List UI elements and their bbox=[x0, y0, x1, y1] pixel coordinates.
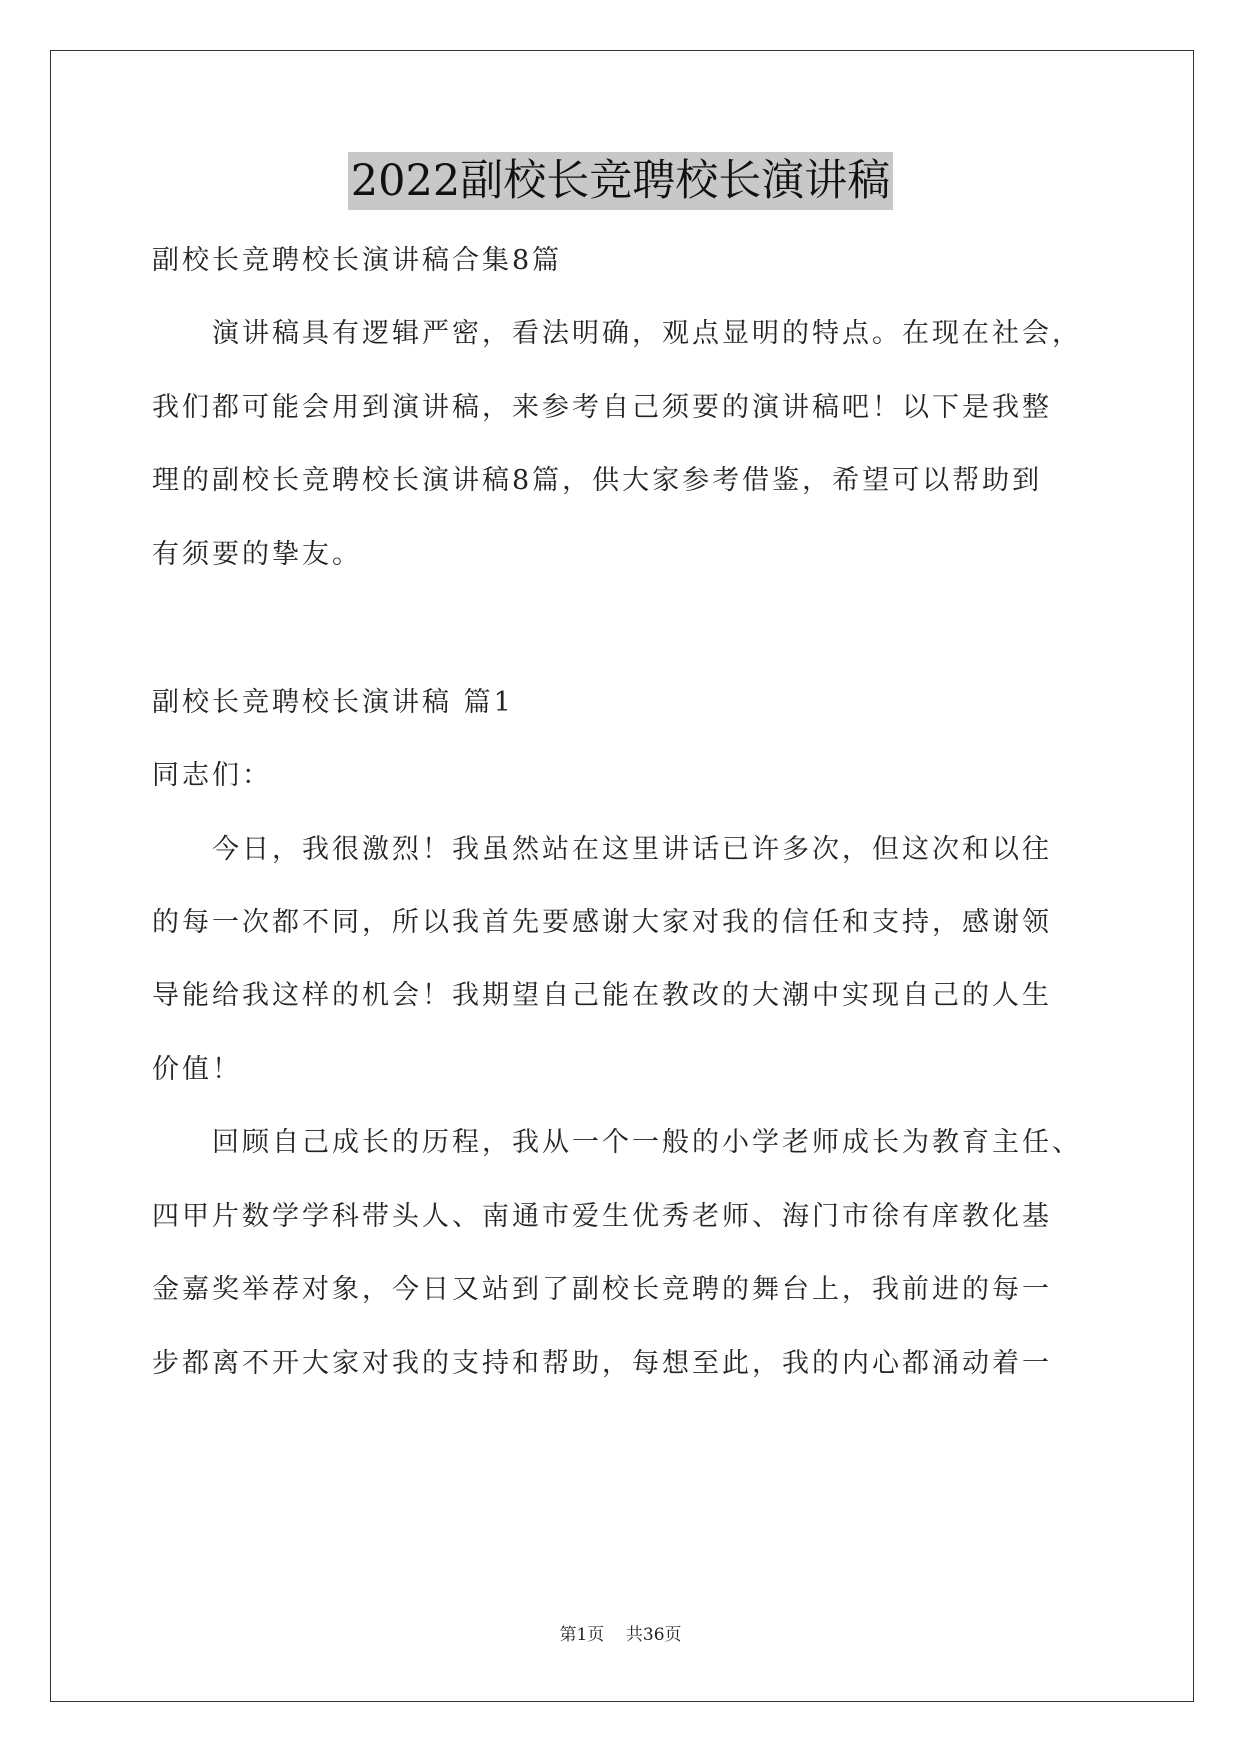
page-border bbox=[50, 50, 1194, 1702]
para2-line-1: 回顾自己成长的历程，我从一个一般的小学老师成长为教育主任、 bbox=[212, 1127, 1082, 1158]
greeting: 同志们： bbox=[152, 760, 272, 791]
para2-line-2: 四甲片数学学科带头人、南通市爱生优秀老师、海门市徐有庠教化基 bbox=[152, 1201, 1052, 1232]
section-heading: 副校长竞聘校长演讲稿 篇1 bbox=[152, 687, 514, 718]
para1-line-4: 价值！ bbox=[152, 1054, 242, 1085]
document-subtitle: 副校长竞聘校长演讲稿合集8篇 bbox=[152, 245, 563, 276]
intro-line-4: 有须要的挚友。 bbox=[152, 539, 362, 570]
intro-line-3: 理的副校长竞聘校长演讲稿8篇，供大家参考借鉴，希望可以帮助到 bbox=[152, 465, 1043, 496]
intro-line-1: 演讲稿具有逻辑严密，看法明确，观点显明的特点。在现在社会， bbox=[212, 318, 1082, 349]
para2-line-3: 金嘉奖举荐对象，今日又站到了副校长竞聘的舞台上，我前进的每一 bbox=[152, 1274, 1052, 1305]
document-title: 2022副校长竞聘校长演讲稿 bbox=[348, 152, 893, 210]
para1-line-2: 的每一次都不同，所以我首先要感谢大家对我的信任和支持，感谢领 bbox=[152, 907, 1052, 938]
para1-line-3: 导能给我这样的机会！我期望自己能在教改的大潮中实现自己的人生 bbox=[152, 980, 1052, 1011]
title-container bbox=[0, 152, 1241, 210]
page-number-text: 第1页 共36页 bbox=[559, 1625, 682, 1645]
intro-line-2: 我们都可能会用到演讲稿，来参考自己须要的演讲稿吧！以下是我整 bbox=[152, 392, 1052, 423]
para1-line-1: 今日，我很激烈！我虽然站在这里讲话已许多次，但这次和以往 bbox=[212, 834, 1052, 865]
page-footer bbox=[0, 1620, 1241, 1645]
para2-line-4: 步都离不开大家对我的支持和帮助，每想至此，我的内心都涌动着一 bbox=[152, 1348, 1052, 1379]
